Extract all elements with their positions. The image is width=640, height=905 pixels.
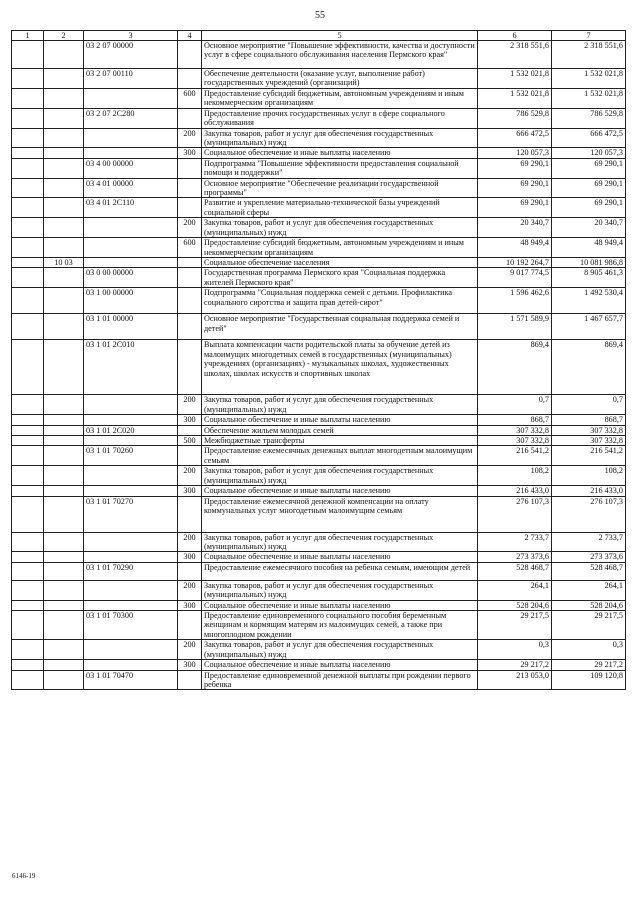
target-code-cell [84,395,178,415]
col1-cell [12,88,44,108]
expense-type-cell [178,198,202,218]
description-cell: Социальное обеспечение и иные выплаты населению [202,660,478,670]
expense-type-cell [178,258,202,268]
target-code-cell: 03 1 00 00000 [84,288,178,314]
amount-col6-cell: 20 340,7 [478,218,552,238]
amount-col6-cell: 528 204,6 [478,600,552,610]
expense-type-cell: 300 [178,486,202,496]
section-code-cell [44,288,84,314]
target-code-cell [84,218,178,238]
expense-type-cell [178,41,202,69]
col1-cell [12,238,44,258]
table-row [12,238,626,258]
col1-cell [12,268,44,288]
expense-type-cell [178,670,202,690]
description-cell: Закупка товаров, работ и услуг для обеспечения государственных (муниципальных) нужд [202,128,478,148]
target-code-cell: 03 4 01 00000 [84,178,178,198]
section-code-cell [44,496,84,532]
amount-col6-cell: 69 290,1 [478,198,552,218]
col1-cell [12,552,44,562]
section-code-cell [44,486,84,496]
section-code-cell [44,580,84,600]
target-code-cell: 03 1 01 2С010 [84,340,178,395]
amount-col6-cell: 216 541,2 [478,446,552,466]
col1-cell [12,258,44,268]
table-row [12,611,626,640]
description-cell: Предоставление прочих государственных услуг в сфере социального обслуживания [202,108,478,128]
col1-cell [12,415,44,425]
section-code-cell [44,158,84,178]
table-row [12,88,626,108]
col1-cell [12,158,44,178]
expense-type-cell [178,425,202,435]
amount-col7-cell: 1 532 021,8 [552,88,626,108]
description-cell: Предоставление единовременного социального пособия беременным женщинам и кормящим матерям из малоимущих семей, а также при многоплодном рождении [202,611,478,640]
section-code-cell [44,466,84,486]
amount-col6-cell: 0,3 [478,640,552,660]
table-row [12,415,626,425]
description-cell: Социальное обеспечение и иные выплаты населению [202,486,478,496]
table-row [12,41,626,69]
section-code-cell [44,41,84,69]
table-row [12,580,626,600]
description-cell: Развитие и укрепление материально-технической базы учреждений социальной сферы [202,198,478,218]
target-code-cell: 03 2 07 2С280 [84,108,178,128]
table-row [12,446,626,466]
table-row [12,288,626,314]
description-cell: Выплата компенсации части родительской платы за обучение детей из малоимущих многодетных семей в государственных (муниципальных) учреждениях (организациях) - музыкальных школах, художественных школах, школах искусств и спортивных школах [202,340,478,395]
header-cell: 1 [12,31,44,41]
expense-type-cell [178,69,202,89]
target-code-cell: 03 1 01 70290 [84,562,178,580]
col1-cell [12,340,44,395]
section-code-cell: 10 03 [44,258,84,268]
section-code-cell [44,128,84,148]
budget-table [11,30,626,690]
description-cell: Социальное обеспечение и иные выплаты населению [202,552,478,562]
expense-type-cell: 600 [178,238,202,258]
header-cell: 7 [552,31,626,41]
col1-cell [12,198,44,218]
amount-col7-cell: 10 081 986,8 [552,258,626,268]
amount-col7-cell: 0,7 [552,395,626,415]
table-row [12,198,626,218]
description-cell: Закупка товаров, работ и услуг для обеспечения государственных (муниципальных) нужд [202,640,478,660]
table-row [12,128,626,148]
target-code-cell [84,258,178,268]
target-code-cell [84,415,178,425]
col1-cell [12,532,44,552]
amount-col7-cell: 264,1 [552,580,626,600]
amount-col7-cell: 8 905 461,3 [552,268,626,288]
amount-col7-cell: 29 217,5 [552,611,626,640]
header-cell: 6 [478,31,552,41]
expense-type-cell: 200 [178,466,202,486]
expense-type-cell: 200 [178,580,202,600]
amount-col6-cell: 528 468,7 [478,562,552,580]
amount-col6-cell: 1 571 589,9 [478,314,552,340]
description-cell: Социальное обеспечение и иные выплаты населению [202,415,478,425]
amount-col7-cell: 216 433,0 [552,486,626,496]
amount-col7-cell: 20 340,7 [552,218,626,238]
expense-type-cell: 200 [178,640,202,660]
section-code-cell [44,562,84,580]
amount-col6-cell: 216 433,0 [478,486,552,496]
amount-col7-cell: 307 332,8 [552,425,626,435]
col1-cell [12,218,44,238]
section-code-cell [44,611,84,640]
section-code-cell [44,218,84,238]
amount-col7-cell: 1 532 021,8 [552,69,626,89]
table-row [12,640,626,660]
table-row [12,314,626,340]
amount-col6-cell: 0,7 [478,395,552,415]
col1-cell [12,395,44,415]
amount-col6-cell: 2 733,7 [478,532,552,552]
page-number: 55 [315,10,325,21]
target-code-cell: 03 1 01 2С020 [84,425,178,435]
amount-col6-cell: 9 017 774,5 [478,268,552,288]
amount-col7-cell: 528 468,7 [552,562,626,580]
amount-col7-cell: 786 529,8 [552,108,626,128]
section-code-cell [44,178,84,198]
amount-col6-cell: 69 290,1 [478,178,552,198]
col1-cell [12,486,44,496]
amount-col7-cell: 276 107,3 [552,496,626,532]
table-row [12,562,626,580]
col1-cell [12,128,44,148]
col1-cell [12,660,44,670]
header-cell: 3 [84,31,178,41]
col1-cell [12,466,44,486]
amount-col7-cell: 109 120,8 [552,670,626,690]
table-row [12,268,626,288]
amount-col6-cell: 264,1 [478,580,552,600]
expense-type-cell: 200 [178,218,202,238]
target-code-cell [84,552,178,562]
section-code-cell [44,600,84,610]
section-code-cell [44,640,84,660]
expense-type-cell: 300 [178,600,202,610]
amount-col7-cell: 869,4 [552,340,626,395]
expense-type-cell: 300 [178,552,202,562]
section-code-cell [44,415,84,425]
expense-type-cell [178,108,202,128]
description-cell: Обеспечение жильем молодых семей [202,425,478,435]
col1-cell [12,425,44,435]
header-row [12,31,626,41]
amount-col7-cell: 216 541,2 [552,446,626,466]
description-cell: Закупка товаров, работ и услуг для обеспечения государственных (муниципальных) нужд [202,580,478,600]
col1-cell [12,670,44,690]
target-code-cell: 03 2 07 00110 [84,69,178,89]
amount-col7-cell: 0,3 [552,640,626,660]
expense-type-cell: 300 [178,148,202,158]
target-code-cell [84,660,178,670]
amount-col7-cell: 2 733,7 [552,532,626,552]
col1-cell [12,148,44,158]
expense-type-cell: 200 [178,395,202,415]
description-cell: Предоставление единовременной денежной выплаты при рождении первого ребенка [202,670,478,690]
col1-cell [12,580,44,600]
section-code-cell [44,670,84,690]
table-row [12,600,626,610]
expense-type-cell [178,178,202,198]
col1-cell [12,600,44,610]
table-row [12,425,626,435]
section-code-cell [44,148,84,158]
table-row [12,395,626,415]
header-cell: 4 [178,31,202,41]
table-row [12,148,626,158]
amount-col7-cell: 868,7 [552,415,626,425]
amount-col6-cell: 120 057,3 [478,148,552,158]
table-row [12,486,626,496]
table-row [12,496,626,532]
section-code-cell [44,660,84,670]
table-row [12,670,626,690]
description-cell: Государственная программа Пермского края "Социальная поддержка жителей Пермского края" [202,268,478,288]
description-cell: Подпрограмма "Повышение эффективности предоставления социальной помощи и поддержки" [202,158,478,178]
expense-type-cell [178,158,202,178]
amount-col6-cell: 48 949,4 [478,238,552,258]
description-cell: Предоставление субсидий бюджетным, автономным учреждениям и иным некоммерческим организациям [202,88,478,108]
amount-col7-cell: 1 492 530,4 [552,288,626,314]
section-code-cell [44,314,84,340]
table-row [12,435,626,445]
col1-cell [12,496,44,532]
expense-type-cell: 200 [178,532,202,552]
amount-col6-cell: 29 217,2 [478,660,552,670]
header-cell: 5 [202,31,478,41]
table-row [12,466,626,486]
expense-type-cell [178,288,202,314]
expense-type-cell [178,562,202,580]
target-code-cell: 03 1 01 00000 [84,314,178,340]
target-code-cell [84,532,178,552]
target-code-cell: 03 4 01 2С110 [84,198,178,218]
target-code-cell [84,640,178,660]
amount-col7-cell: 69 290,1 [552,158,626,178]
expense-type-cell: 600 [178,88,202,108]
amount-col6-cell: 10 192 264,7 [478,258,552,268]
table-row [12,69,626,89]
amount-col6-cell: 786 529,8 [478,108,552,128]
amount-col6-cell: 213 053,0 [478,670,552,690]
table-row [12,158,626,178]
description-cell: Закупка товаров, работ и услуг для обеспечения государственных (муниципальных) нужд [202,532,478,552]
amount-col7-cell: 69 290,1 [552,178,626,198]
description-cell: Основное мероприятие "Повышение эффективности, качества и доступности услуг в сфере социального обслуживания населения Пермского края" [202,41,478,69]
table-row [12,660,626,670]
target-code-cell [84,88,178,108]
amount-col7-cell: 108,2 [552,466,626,486]
amount-col6-cell: 307 332,8 [478,425,552,435]
description-cell: Предоставление ежемесячных денежных выплат многодетным малоимущим семьям [202,446,478,466]
expense-type-cell: 200 [178,128,202,148]
table-row [12,108,626,128]
section-code-cell [44,435,84,445]
amount-col6-cell: 666 472,5 [478,128,552,148]
amount-col7-cell: 48 949,4 [552,238,626,258]
section-code-cell [44,108,84,128]
table-body [12,41,626,690]
expense-type-cell: 500 [178,435,202,445]
description-cell: Закупка товаров, работ и услуг для обеспечения государственных (муниципальных) нужд [202,395,478,415]
target-code-cell: 03 1 01 70270 [84,496,178,532]
description-cell: Закупка товаров, работ и услуг для обеспечения государственных (муниципальных) нужд [202,466,478,486]
section-code-cell [44,340,84,395]
target-code-cell [84,600,178,610]
description-cell: Основное мероприятие "Государственная социальная поддержка семей и детей" [202,314,478,340]
col1-cell [12,41,44,69]
expense-type-cell [178,446,202,466]
target-code-cell [84,238,178,258]
description-cell: Основное мероприятие "Обеспечение реализации государственной программы" [202,178,478,198]
amount-col6-cell: 869,4 [478,340,552,395]
amount-col6-cell: 307 332,8 [478,435,552,445]
col1-cell [12,108,44,128]
table-row [12,258,626,268]
col1-cell [12,178,44,198]
expense-type-cell [178,268,202,288]
amount-col7-cell: 1 467 657,7 [552,314,626,340]
amount-col7-cell: 307 332,8 [552,435,626,445]
col1-cell [12,435,44,445]
col1-cell [12,288,44,314]
section-code-cell [44,425,84,435]
section-code-cell [44,395,84,415]
amount-col7-cell: 2 318 551,6 [552,41,626,69]
description-cell: Межбюджетные трансферты [202,435,478,445]
expense-type-cell: 300 [178,660,202,670]
document-code: 6146-19 [12,872,36,880]
expense-type-cell [178,340,202,395]
table-row [12,178,626,198]
description-cell: Социальное обеспечение и иные выплаты населению [202,600,478,610]
description-cell: Социальное обеспечение и иные выплаты населению [202,148,478,158]
description-cell: Закупка товаров, работ и услуг для обеспечения государственных (муниципальных) нужд [202,218,478,238]
col1-cell [12,69,44,89]
amount-col7-cell: 273 373,6 [552,552,626,562]
target-code-cell: 03 2 07 00000 [84,41,178,69]
target-code-cell: 03 4 00 00000 [84,158,178,178]
col1-cell [12,640,44,660]
expense-type-cell [178,611,202,640]
description-cell: Подпрограмма "Социальная поддержка семей с детьми. Профилактика социального сиротства и защита прав детей-сирот" [202,288,478,314]
col1-cell [12,446,44,466]
expense-type-cell: 300 [178,415,202,425]
amount-col6-cell: 29 217,5 [478,611,552,640]
description-cell: Предоставление ежемесячного пособия на ребенка семьям, имеющим детей [202,562,478,580]
amount-col7-cell: 666 472,5 [552,128,626,148]
table-row [12,552,626,562]
section-code-cell [44,69,84,89]
table-row [12,218,626,238]
section-code-cell [44,268,84,288]
amount-col7-cell: 528 204,6 [552,600,626,610]
amount-col6-cell: 69 290,1 [478,158,552,178]
section-code-cell [44,532,84,552]
amount-col7-cell: 29 217,2 [552,660,626,670]
target-code-cell: 03 1 01 70300 [84,611,178,640]
amount-col7-cell: 120 057,3 [552,148,626,158]
amount-col6-cell: 273 373,6 [478,552,552,562]
col1-cell [12,314,44,340]
target-code-cell: 03 1 01 70260 [84,446,178,466]
table-row [12,532,626,552]
description-cell: Предоставление ежемесячной денежной компенсации на оплату коммунальных услуг многодетным малоимущим семьям [202,496,478,532]
description-cell: Социальное обеспечение населения [202,258,478,268]
section-code-cell [44,88,84,108]
expense-type-cell [178,496,202,532]
col1-cell [12,611,44,640]
section-code-cell [44,198,84,218]
amount-col7-cell: 69 290,1 [552,198,626,218]
target-code-cell: 03 1 01 70470 [84,670,178,690]
target-code-cell [84,580,178,600]
target-code-cell [84,435,178,445]
section-code-cell [44,552,84,562]
section-code-cell [44,238,84,258]
target-code-cell: 03 0 00 00000 [84,268,178,288]
expense-type-cell [178,314,202,340]
amount-col6-cell: 276 107,3 [478,496,552,532]
amount-col6-cell: 108,2 [478,466,552,486]
amount-col6-cell: 2 318 551,6 [478,41,552,69]
target-code-cell [84,128,178,148]
col1-cell [12,562,44,580]
target-code-cell [84,466,178,486]
table-row [12,340,626,395]
header-cell: 2 [44,31,84,41]
section-code-cell [44,446,84,466]
amount-col6-cell: 1 596 462,6 [478,288,552,314]
target-code-cell [84,486,178,496]
description-cell: Обеспечение деятельности (оказание услуг, выполнение работ) государственных учреждений (организаций) [202,69,478,89]
target-code-cell [84,148,178,158]
amount-col6-cell: 1 532 021,8 [478,69,552,89]
amount-col6-cell: 868,7 [478,415,552,425]
amount-col6-cell: 1 532 021,8 [478,88,552,108]
description-cell: Предоставление субсидий бюджетным, автономным учреждениям и иным некоммерческим организациям [202,238,478,258]
